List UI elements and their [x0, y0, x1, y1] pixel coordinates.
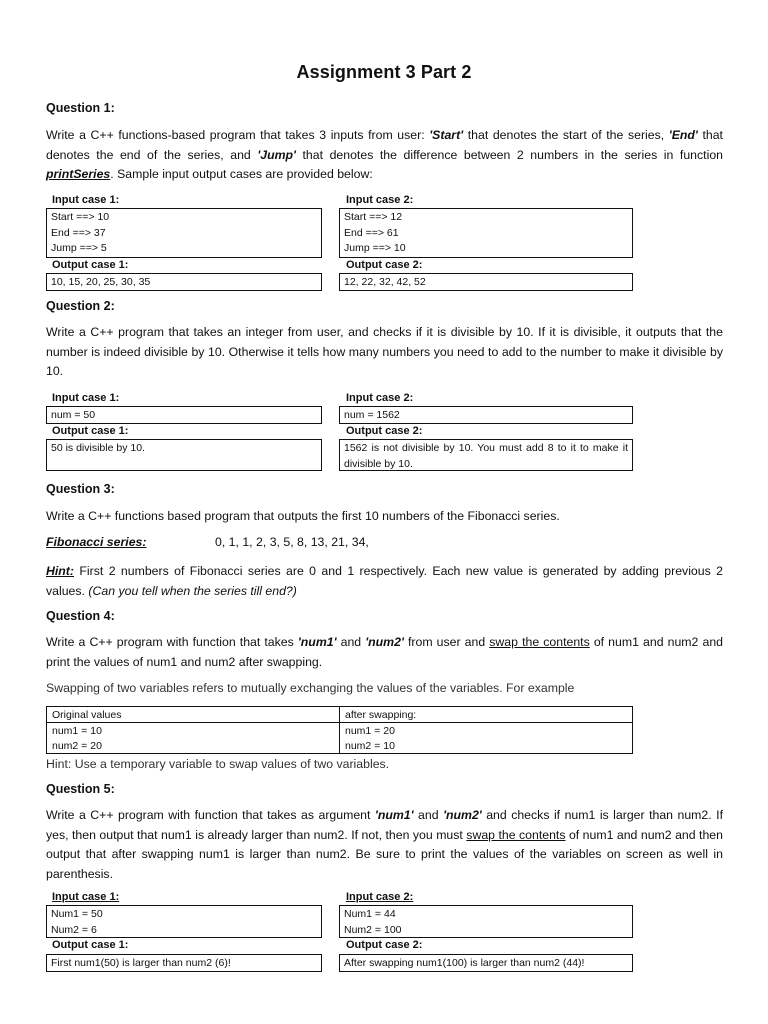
q5-output2-box: After swapping num1(100) is larger than num2 (44)! — [339, 954, 633, 972]
q5-input2-line: Num1 = 44 — [344, 908, 396, 920]
question-5-heading: Question 5: — [46, 782, 115, 796]
q1-output1-box: 10, 15, 20, 25, 30, 35 — [46, 273, 322, 291]
q1-input1-label: Input case 1: — [52, 194, 120, 206]
q1-jump-term: 'Jump' — [257, 147, 296, 162]
q5-output1-label: Output case 1: — [52, 939, 129, 951]
q5-input2-label: Input case 2: — [346, 891, 414, 903]
q2-output2-box: 1562 is not divisible by 10. You must add 8 to it to make it divisible by 10. — [339, 439, 633, 471]
question-3-heading: Question 3: — [46, 482, 115, 496]
q2-input1-label: Input case 1: — [52, 392, 120, 404]
question-2-text: Write a C++ program that takes an integer from user, and checks if it is divisible by 10. If it is divisible, it outputs that the number is indeed divisible by 10. Otherwise it tells how many numbers you need to add to the number to make it divisible by 10. — [46, 325, 723, 378]
q5-input1-line: Num2 = 6 — [51, 923, 97, 936]
q5-swap-term: swap the contents — [466, 827, 566, 842]
q5-text-part: of num1 and num2 and then output that after swapping num1 is larger than num2. Be sure to print the values of the variables on screen as well in parenthesis. — [46, 827, 723, 881]
question-1-heading: Question 1: — [46, 101, 115, 115]
q2-output2-label: Output case 2: — [346, 425, 423, 437]
q2-output1-box: 50 is divisible by 10. — [46, 439, 322, 471]
table-row — [47, 723, 633, 739]
fibonacci-label: Fibonacci series: — [46, 535, 147, 549]
q5-num2-term: 'num2' — [443, 808, 482, 822]
q1-input2-box — [339, 208, 633, 258]
table-cell: num2 = 20 — [47, 738, 340, 754]
q4-text-part: Write a C++ program with function that takes — [46, 635, 298, 649]
q5-num1-term: 'num1' — [374, 808, 414, 822]
hint-label: Hint: — [46, 564, 74, 578]
q2-input2-label: Input case 2: — [346, 392, 414, 404]
q4-swap-term: swap the contents — [489, 635, 590, 649]
q1-text-part: that denotes the difference between 2 numbers in the series in function — [295, 147, 723, 162]
question-3-hint — [46, 562, 723, 601]
question-5-text — [46, 806, 723, 884]
q1-output2-label: Output case 2: — [346, 259, 423, 271]
q4-num2-term: 'num2' — [365, 635, 404, 649]
q5-text-part: and checks if num1 is larger than num2. If yes, then output that num1 is already larger than num2. If not, then you must — [46, 808, 723, 842]
q2-input2-box: num = 1562 — [339, 406, 633, 424]
q1-input1-line: Start ==> 10 — [51, 211, 110, 223]
q5-input1-box — [46, 905, 322, 938]
q4-text-part: of num1 and num2 and print the values of num1 and num2 after swapping. — [46, 635, 723, 669]
q1-input2-label: Input case 2: — [346, 194, 414, 206]
page-title: Assignment 3 Part 2 — [296, 62, 472, 82]
hint-italic: (Can you tell when the series till end?) — [88, 583, 297, 598]
q1-text-part: that denotes the end of the series, and — [46, 128, 723, 162]
q1-function-name: printSeries — [46, 167, 111, 181]
table-header-cell: Original values — [47, 707, 340, 723]
table-cell: num1 = 20 — [340, 723, 633, 739]
q1-end-term: 'End' — [668, 128, 698, 142]
swap-example-table — [46, 706, 633, 754]
q5-input2-line: Num2 = 100 — [344, 923, 402, 936]
q1-input2-line: End ==> 61 — [344, 226, 399, 239]
table-cell: num2 = 10 — [340, 738, 633, 754]
q1-input1-line: End ==> 37 — [51, 226, 106, 239]
q1-input1-box — [46, 208, 322, 258]
fibonacci-values: 0, 1, 1, 2, 3, 5, 8, 13, 21, 34, — [215, 535, 369, 549]
q4-num1-term: 'num1' — [297, 635, 337, 649]
q1-text-part: that denotes the start of the series, — [463, 128, 669, 142]
q4-text-part: from user and — [403, 635, 490, 649]
q1-text-part: Write a C++ functions-based program that takes 3 inputs from user: — [46, 128, 430, 142]
q5-text-part: and — [413, 808, 444, 822]
q1-start-term: 'Start' — [429, 128, 464, 142]
q1-input1-line: Jump ==> 5 — [51, 242, 107, 254]
q1-output2-box: 12, 22, 32, 42, 52 — [339, 273, 633, 291]
q5-output2-label: Output case 2: — [346, 939, 423, 951]
question-4-text — [46, 633, 723, 672]
hint-text: First 2 numbers of Fibonacci series are 0 and 1 respectively. Each new value is generated by adding previous 2 values. — [46, 564, 723, 598]
swap-hint: Hint: Use a temporary variable to swap values of two variables. — [46, 757, 390, 771]
q5-input1-label: Input case 1: — [52, 891, 120, 903]
table-cell: num1 = 10 — [47, 723, 340, 739]
q4-text-part: and — [336, 635, 366, 649]
q5-input2-box — [339, 905, 633, 938]
question-2-heading: Question 2: — [46, 299, 115, 313]
question-4-heading: Question 4: — [46, 609, 115, 623]
question-1-text — [46, 126, 723, 185]
q1-input2-line: Start ==> 12 — [344, 211, 403, 223]
table-header-cell: after swapping: — [340, 707, 633, 723]
swap-intro: Swapping of two variables refers to mutually exchanging the values of the variables. For example — [46, 681, 575, 695]
table-row — [47, 707, 633, 723]
q2-output1-label: Output case 1: — [52, 425, 129, 437]
q1-input2-line: Jump ==> 10 — [344, 242, 406, 254]
table-row — [47, 738, 633, 754]
q2-input1-box: num = 50 — [46, 406, 322, 424]
q1-text-part: . Sample input output cases are provided below: — [110, 167, 373, 181]
q5-input1-line: Num1 = 50 — [51, 908, 103, 920]
q1-output1-label: Output case 1: — [52, 259, 129, 271]
q5-text-part: Write a C++ program with function that takes as argument — [46, 808, 375, 822]
question-3-text: Write a C++ functions based program that outputs the first 10 numbers of the Fibonacci series. — [46, 509, 560, 523]
q5-output1-box: First num1(50) is larger than num2 (6)! — [46, 954, 322, 972]
